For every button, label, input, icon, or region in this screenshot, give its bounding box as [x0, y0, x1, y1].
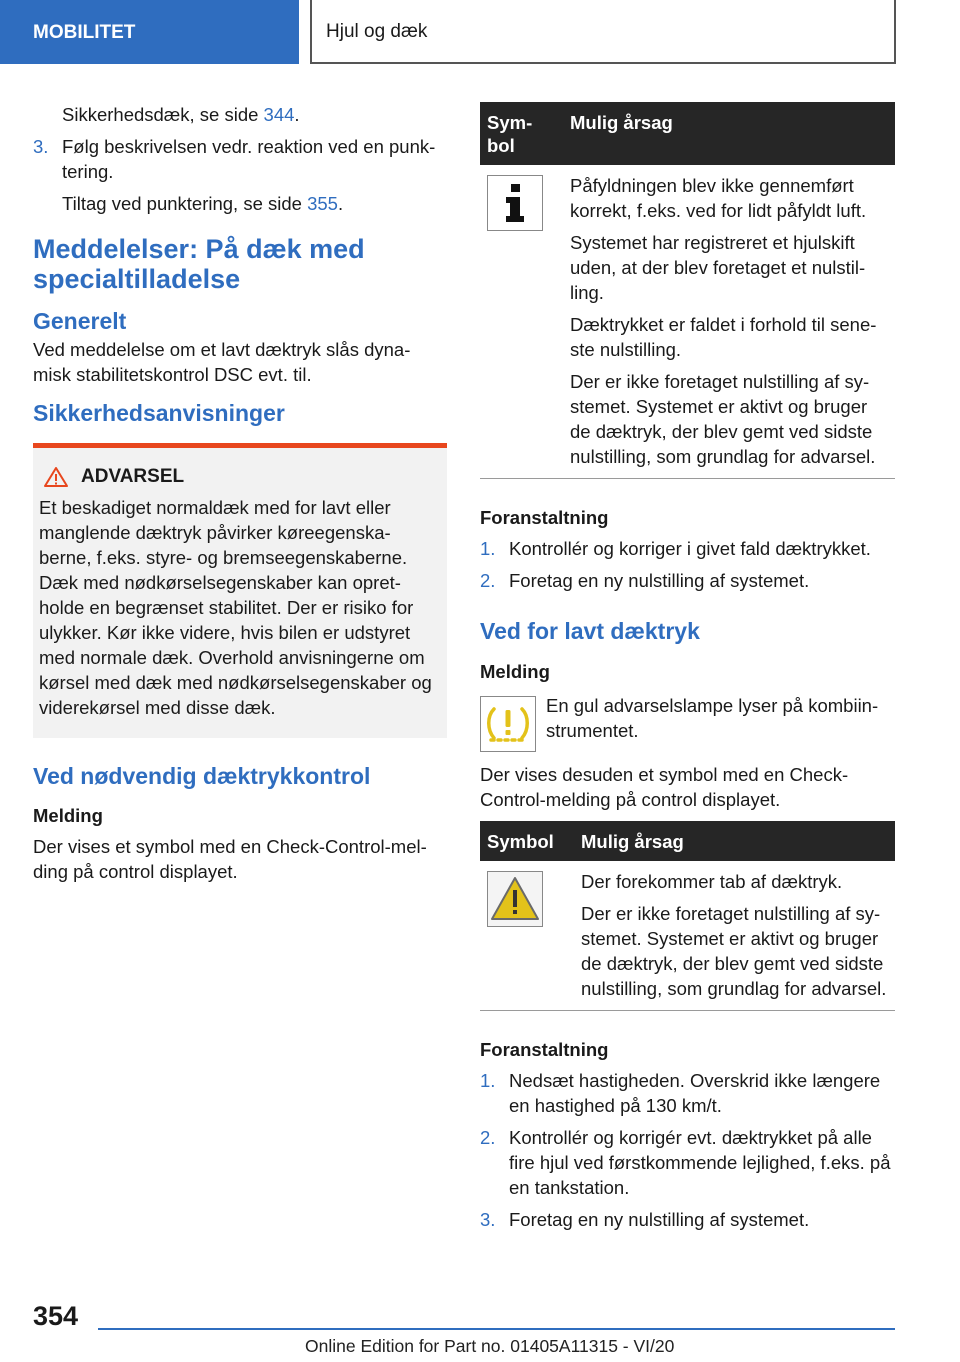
heading-lavt: Ved for lavt dæktryk	[480, 618, 700, 644]
lamp-row	[480, 693, 895, 752]
heading-meddelelser: Meddelelser: På dæk med specialtilladelse	[33, 234, 365, 294]
melding-paragraph: Der vises et symbol med en Check-Control-mel-ding på control displayet.	[33, 836, 427, 882]
warning-box	[33, 443, 447, 738]
warning-triangle-icon	[487, 871, 543, 927]
warning-title: ADVARSEL	[81, 466, 185, 487]
list-number: 3.	[33, 136, 49, 157]
cause-table-2	[480, 821, 895, 1011]
foranstaltning-label: Foranstaltning	[480, 1039, 609, 1060]
table-row	[480, 861, 895, 1011]
generelt-paragraph: Ved meddelelse om et lavt dæktryk slås dyna-misk stabilitetskontrol DSC evt. til.	[33, 339, 411, 385]
warning-header	[39, 464, 439, 489]
left-column	[33, 102, 447, 884]
table-header-symbol: Symbol	[480, 821, 574, 861]
tire-pressure-warning-icon	[480, 696, 536, 752]
list-text: Foretag en ny nulstilling af systemet.	[509, 570, 810, 591]
melding-label: Melding	[480, 661, 550, 682]
info-icon	[487, 175, 543, 231]
heading-generelt: Generelt	[33, 308, 127, 334]
list-text: Kontrollér og korriger i givet fald dæktrykket.	[509, 538, 871, 559]
cause-cell	[574, 861, 895, 1011]
foranstaltning-label: Foranstaltning	[480, 507, 609, 528]
symbol-cell	[480, 861, 574, 1011]
list-item	[480, 1125, 895, 1200]
list-item	[33, 134, 447, 184]
list-item	[480, 1068, 895, 1118]
list-number: 3.	[480, 1209, 496, 1230]
page-number: 354	[33, 1301, 79, 1331]
list-text: Foretag en ny nulstilling af systemet.	[509, 1209, 810, 1230]
cause-text: Dæktrykket er faldet i forhold til sene-ste nulstilling.	[570, 314, 877, 360]
heading-noedvendig: Ved nødvendig dæktrykkontrol	[33, 763, 371, 789]
chapter-title: Hjul og dæk	[326, 20, 428, 42]
footer-divider	[98, 1328, 895, 1330]
list-number: 2.	[480, 1127, 496, 1148]
melding-label: Melding	[33, 805, 103, 826]
table-header-symbol: Sym-bol	[480, 102, 563, 165]
cause-text: Der er ikke foretaget nulstilling af sy-stemet. Systemet er aktivt og bruger de dæktryk, der blev gemt ved sidste nulstilling, som grundlag for advarsel.	[581, 903, 887, 999]
warning-triangle-icon	[43, 466, 69, 488]
list-text: Følg beskrivelsen vedr. reaktion ved en punk-tering.	[62, 136, 436, 182]
page-ref-link[interactable]: 355	[307, 193, 338, 214]
cause-text: Påfyldningen blev ikke gennemført korrekt, f.eks. ved for lidt påfyldt luft.	[570, 175, 867, 221]
list-item	[480, 536, 895, 561]
list-number: 1.	[480, 1070, 496, 1091]
cause-table-1	[480, 102, 895, 479]
warning-text: Et beskadiget normaldæk med for lavt eller manglende dæktryk påvirker køreegenska-berne, f.eks. styre- og bremseegenskaberne. Dæk med nødkørselsegenskaber kan opret-holde en begrænset stabilitet. Der er risiko for ulykker. Kør ikke videre, hvis bilen er udstyret med normale dæk. Overhold anvisningerne om kørsel med dæk med nødkørselsegenskaber og viderekørsel med disse dæk.	[39, 497, 432, 718]
list-number: 1.	[480, 538, 496, 559]
section-title: MOBILITET	[33, 21, 136, 43]
heading-sikkerhed: Sikkerhedsanvisninger	[33, 400, 285, 426]
table-header-cause: Mulig årsag	[563, 102, 895, 165]
list-item	[480, 568, 895, 593]
sub-paragraph: Tiltag ved punktering, se side 355.	[62, 193, 344, 214]
section-tab	[0, 0, 299, 64]
lamp-text: En gul advarselslampe lyser på kombiin-strumentet.	[546, 695, 879, 741]
intro-paragraph: Sikkerhedsdæk, se side 344.	[62, 104, 300, 125]
table-row	[480, 165, 895, 479]
cause-cell	[563, 165, 895, 479]
cause-text: Systemet har registreret et hjulskift uden, at der blev foretaget et nulstil-ling.	[570, 232, 866, 303]
cause-text: Der er ikke foretaget nulstilling af sy-stemet. Systemet er aktivt og bruger de dæktryk, der blev gemt ved sidste nulstilling, som grundlag for advarsel.	[570, 371, 876, 467]
cause-text: Der forekommer tab af dæktryk.	[581, 871, 843, 892]
list-item	[480, 1207, 895, 1232]
right-column	[480, 102, 895, 1232]
chapter-header	[310, 0, 896, 64]
table-header-cause: Mulig årsag	[574, 821, 895, 861]
list-text: Nedsæt hastigheden. Overskrid ikke længere en hastighed på 130 km/t.	[509, 1070, 881, 1116]
list-text: Kontrollér og korrigér evt. dæktrykket på alle fire hjul ved førstkommende lejlighed, f.eks. på en tankstation.	[509, 1127, 891, 1198]
symbol-cell	[480, 165, 563, 479]
footer-edition: Online Edition for Part no. 01405A11315 - VI/20	[305, 1336, 675, 1356]
page-ref-link[interactable]: 344	[263, 104, 295, 125]
check-control-paragraph: Der vises desuden et symbol med en Check-Control-melding på control displayet.	[480, 764, 849, 810]
list-number: 2.	[480, 570, 496, 591]
